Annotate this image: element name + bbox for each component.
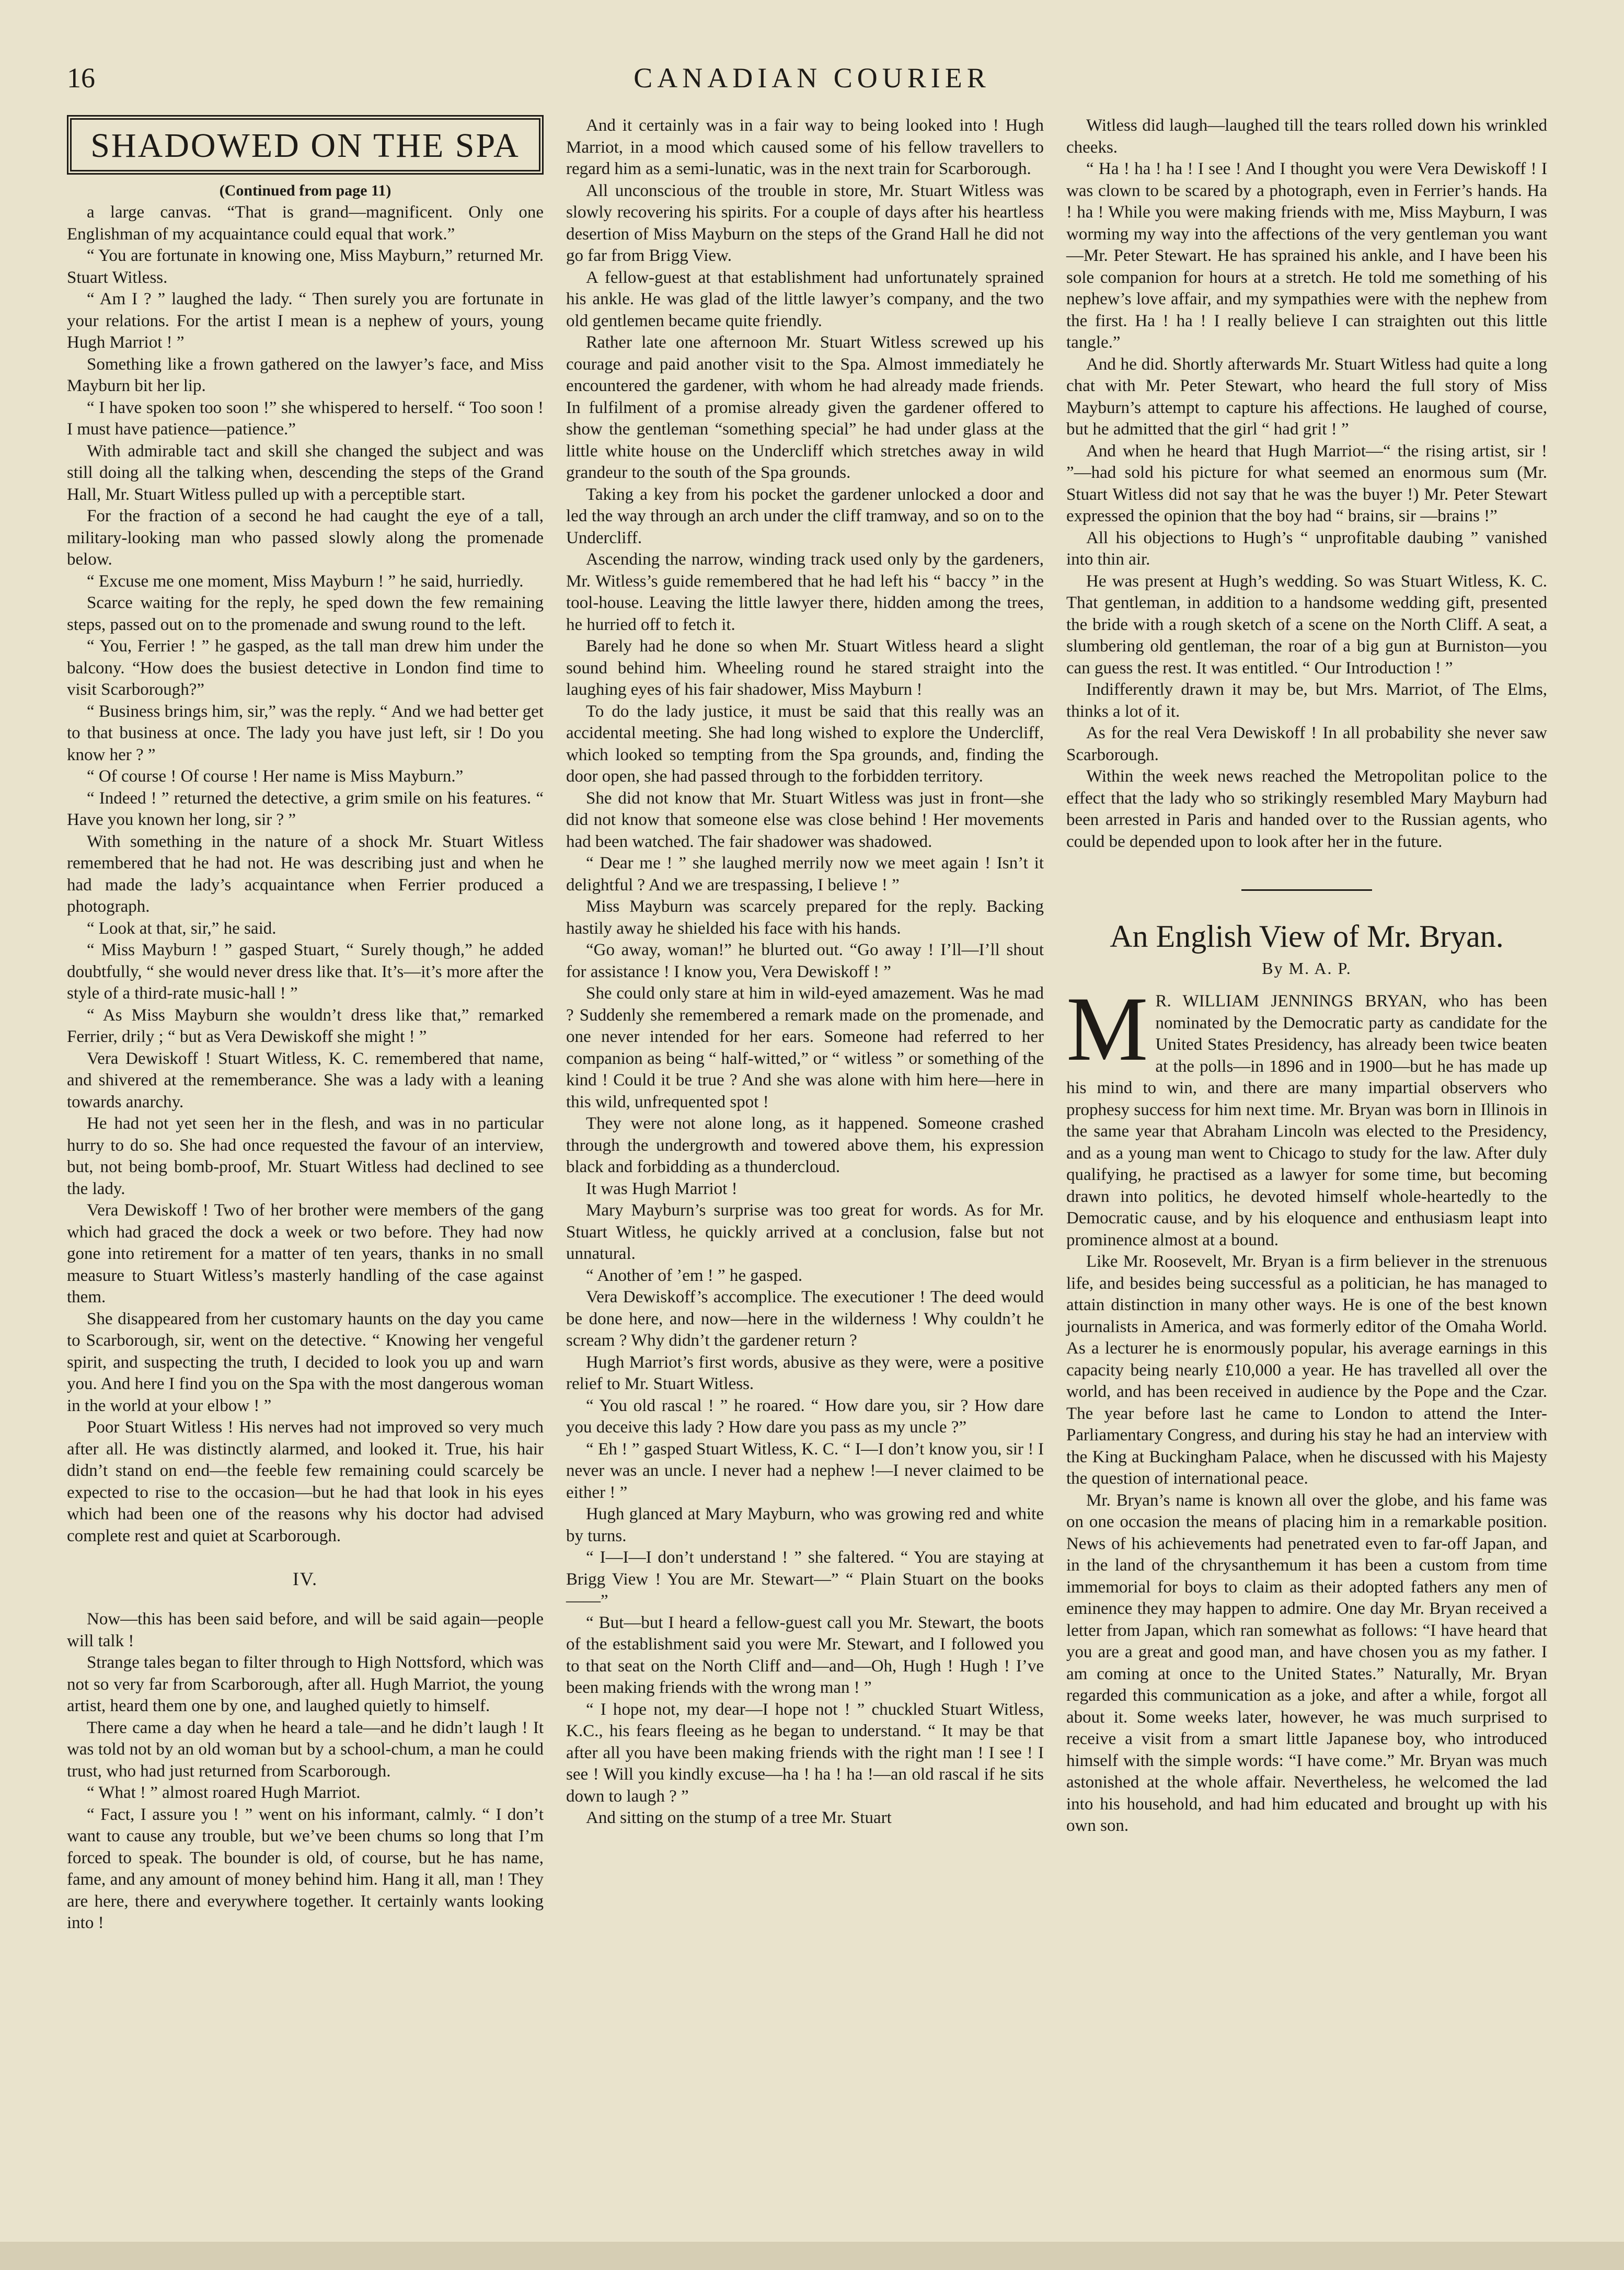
story-conclusion: [1066, 115, 1547, 853]
paragraph: There came a day when he heard a tale—and he didn’t laugh ! It was told not by an old woman but by a school-chum, a man he could trust, who had just returned from Scarborough.: [67, 1718, 544, 1781]
paragraph: “ I—I—I don’t understand ! ” she faltered. “ You are staying at Brigg View ! You are Mr. Stewart—” “ Plain Stuart on the books——”: [566, 1548, 1044, 1610]
paragraph: All unconscious of the trouble in store, Mr. Stuart Witless was slowly recovering his spirits. For a couple of days after his heartless desertion of Miss Mayburn on the steps of the Grand Hall he did not go far from Brigg View.: [566, 181, 1044, 265]
paragraph: “ Another of ’em ! ” he gasped.: [586, 1266, 803, 1285]
paragraph: “ Ha ! ha ! ha ! I see ! And I thought you were Vera Dewiskoff ! I was clown to be scared by a photograph, even in Ferrier’s hands. Ha ! ha ! While you were making friends with me, Miss Mayburn, I was worming my way into the affections of the very gentleman you want—Mr. Peter Stewart. He has sprained his ankle, and I have been his sole companion for hours at a stretch. He told me something of his nephew’s love affair, and my sympathies were with the nephew from the first. Ha ! ha ! I really believe I can straighten out this little tangle.”: [1066, 159, 1547, 352]
paragraph: “ Eh ! ” gasped Stuart Witless, K. C. “ I—I don’t know you, sir ! I never was an uncle. I never had a nephew !—I never claimed to be either ! ”: [566, 1439, 1044, 1502]
paragraph: Mary Mayburn’s surprise was too great for words. As for Mr. Stuart Witless, he quickly arrived at a conclusion, false but not unnatural.: [566, 1201, 1044, 1263]
paragraph: Miss Mayburn was scarcely prepared for the reply. Backing hastily away he shielded his face with his hands.: [566, 897, 1044, 938]
paragraph: Taking a key from his pocket the gardener unlocked a door and led the way through an arch under the cliff tramway, and so on to the Undercliff.: [566, 485, 1044, 547]
paragraph: Within the week news reached the Metropolitan police to the effect that the lady who so strikingly resembled Mary Mayburn had been arrested in Paris and handed over to the Russian agents, who could be depended upon to look after her in the future.: [1066, 767, 1547, 851]
paragraph: Witless did laugh—laughed till the tears rolled down his wrinkled cheeks.: [1066, 116, 1547, 157]
lead-text: R. WILLIAM JENNINGS BRYAN, who has been nominated by the Democratic party as candidate for the United States Presidency, has already been twice beaten at the polls—in 1896 and in 1900—but he has made up his mind to win, and there are many impartial observers who prophesy success for him next time. Mr. Bryan was born in Illinois in the same year that Abraham Lincoln was elected to the Presidency, and as a young man went to Chicago to study for the law. After duly qualifying, he practised as a lawyer for some time, but becoming drawn into politics, he devoted himself whole-heartedly to the Democratic cause, and by his eloquence and enthusiasm leapt into prominence almost at a bound.: [1066, 992, 1547, 1249]
paragraph: It was Hugh Marriot !: [586, 1179, 738, 1198]
story-part-2: [67, 1609, 544, 1934]
page-edge: [0, 2242, 1624, 2270]
paragraph: “ You are fortunate in knowing one, Miss Mayburn,” returned Mr. Stuart Witless.: [67, 246, 544, 287]
paragraph: And when he heard that Hugh Marriot—“ the rising artist, sir ! ”—had sold his picture for what seemed an enormous sum (Mr. Stuart Witless did not say that he was the buyer !) Mr. Peter Stewart expressed the opinion that the boy had “ brains, sir —brains !”: [1066, 441, 1547, 525]
paragraph: She disappeared from her customary haunts on the day you came to Scarborough, sir, went on the detective. “ Knowing her vengeful spirit, and suspecting the truth, I decided to look you up and warn you. And here I find you on the Spa with the most dangerous woman in the world at your elbow ! ”: [67, 1309, 544, 1415]
paragraph: Hugh Marriot’s first words, abusive as they were, were a positive relief to Mr. Stuart Witless.: [566, 1352, 1044, 1393]
paragraph: “ Miss Mayburn ! ” gasped Stuart, “ Surely though,” he added doubtfully, “ she would never dress like that. It’s—it’s more after the style of a third-rate music-hall ! ”: [67, 941, 544, 1003]
paragraph: And sitting on the stump of a tree Mr. Stuart: [586, 1808, 892, 1827]
running-head: CANADIAN COURIER: [634, 62, 990, 94]
story-part-1: [67, 202, 544, 1547]
paragraph: Like Mr. Roosevelt, Mr. Bryan is a firm believer in the strenuous life, and besides being successful as a politician, he has managed to attain distinction in many other ways. He is one of the best known journalists in America, and was formerly editor of the Omaha World. As a lecturer he is enormously popular, his average earnings in this capacity being nearly £10,000 a year. He has travelled all over the world, and has been received in audience by the Pope and the Czar. The year before last he came to London to attend the Inter-Parliamentary Congress, and during his stay he had an interview with the King at Buckingham Palace, when he discussed with his Majesty the question of international peace.: [1066, 1252, 1547, 1488]
column-2: [566, 115, 1044, 1829]
paragraph: “ But—but I heard a fellow-guest call you Mr. Stewart, the boots of the establishment said you were Mr. Stewart, and I followed you to that seat on the North Cliff and—and—Oh, Hugh ! Hugh ! I’ve been making friends with the wrong man ! ”: [566, 1613, 1044, 1697]
byline: By M. A. P.: [1262, 959, 1352, 978]
paragraph: Poor Stuart Witless ! His nerves had not improved so very much after all. He was distinctly alarmed, and looked it. True, his hair didn’t stand on end—the feeble few remaining could scarcely be expected to rise to the occasion—but he had that look in his eyes which had been one of the reasons why his doctor had advised complete rest and quiet at Scarborough.: [67, 1418, 544, 1545]
paragraph: “ Look at that, sir,” he said.: [87, 919, 277, 938]
paragraph: “Go away, woman!” he blurted out. “Go away ! I’ll—I’ll shout for assistance ! I know you, Vera Dewiskoff ! ”: [566, 941, 1044, 981]
paragraph: He was present at Hugh’s wedding. So was Stuart Witless, K. C. That gentleman, in addition to a handsome wedding gift, presented the bride with a rough sketch of a scene on the North Cliff. A seat, a slumbering old gentleman, the roar of a big gun at Burniston—you can guess the rest. It was entitled. “ Our Introduction ! ”: [1066, 571, 1547, 678]
paragraph: “ Fact, I assure you ! ” went on his informant, calmly. “ I don’t want to cause any trouble, but we’ve been chums so long that I’m forced to speak. The bounder is old, of course, but he has name, fame, and any amount of money behind him. Hang it all, man ! They are here, there and everywhere together. It certainly wants looking into !: [67, 1805, 544, 1932]
paragraph: “ Dear me ! ” she laughed merrily now we meet again ! Isn’t it delightful ? And we are trespassing, I believe ! ”: [566, 854, 1044, 895]
paragraph: Scarce waiting for the reply, he sped down the few remaining steps, passed out on to the promenade and swung round to the left.: [67, 593, 544, 634]
paragraph: Hugh glanced at Mary Mayburn, who was growing red and white by turns.: [566, 1505, 1044, 1545]
paragraph: “ What ! ” almost roared Hugh Marriot.: [87, 1783, 361, 1802]
paragraph: She did not know that Mr. Stuart Witless was just in front—she did not know that someone else was close behind ! Her movements had been watched. The fair shadower was shadowed.: [566, 788, 1044, 851]
paragraph: A fellow-guest at that establishment had unfortunately sprained his ankle. He was glad of the little lawyer’s company, and the two old gentlemen became quite friendly.: [566, 268, 1044, 330]
paragraph: Vera Dewiskoff’s accomplice. The executioner ! The deed would be done here, and now—here in the wilderness ! Why couldn’t he scream ? Why didn’t the gardener return ?: [566, 1288, 1044, 1350]
paragraph: “ Indeed ! ” returned the detective, a grim smile on his features. “ Have you known her long, sir ? ”: [67, 788, 544, 829]
paragraph: He had not yet seen her in the flesh, and was in no particular hurry to do so. She had once requested the favour of an interview, but, not being bomb-proof, Mr. Stuart Witless had declined to see the lady.: [67, 1114, 544, 1198]
story-title: SHADOWED ON THE SPA: [70, 118, 540, 171]
paragraph: Mr. Bryan’s name is known all over the globe, and his fame was on one occasion the means of placing him in a remarkable position. News of his achievements had penetrated even to far-off Japan, and in the land of the chrysanthemum it has been a custom from time immemorial for boys to claim as their adopted fathers any men of eminence they may happen to admire. One day Mr. Bryan received a letter from Japan, which ran somewhat as follows: “I have heard that you are a great and good man, and have chosen you as my father. I am coming at once to the United States.” Naturally, Mr. Bryan regarded this communication as a joke, and after a while, forgot all about it. Some weeks later, however, he was much surprised to receive a visit from a smart little Japanese boy, who introduced himself with the simple words: “I have come.” Mr. Bryan was much astonished at the whole affair. Nevertheless, he welcomed the lad into his household, and had him educated and brought up with his own son.: [1066, 1491, 1547, 1835]
paragraph: She could only stare at him in wild-eyed amazement. Was he mad ? Suddenly she remembered a remark made on the promenade, and one never intended for her ears. Someone had referred to her companion as being “ half-witted,” or “ witless ” or something of the kind ! Could it be true ? And she was alone with him here—here in this wild, unfrequented spot !: [566, 984, 1044, 1111]
paragraph: “ Excuse me one moment, Miss Mayburn ! ” he said, hurriedly.: [87, 571, 524, 591]
column-1: [67, 115, 544, 1934]
article-body: [1066, 1251, 1547, 1837]
paragraph: “ You old rascal ! ” he roared. “ How dare you, sir ? How dare you deceive this lady ? How dare you pass as my uncle ?”: [566, 1396, 1044, 1437]
story-continuation: [566, 115, 1044, 1829]
column-3: [1066, 115, 1547, 1837]
paragraph: They were not alone long, as it happened. Someone crashed through the undergrowth and towered above them, his expression black and forbidding as a thundercloud.: [566, 1114, 1044, 1176]
paragraph: Vera Dewiskoff ! Stuart Witless, K. C. remembered that name, and shivered at the rememberance. She was a lady with a leaning towards anarchy.: [67, 1049, 544, 1111]
paragraph: Now—this has been said before, and will be said again—people will talk !: [67, 1610, 544, 1650]
paragraph: “ You, Ferrier ! ” he gasped, as the tall man drew him under the balcony. “How does the busiest detective in London find time to visit Scarborough?”: [67, 637, 544, 699]
paragraph: “ As Miss Mayburn she wouldn’t dress like that,” remarked Ferrier, drily ; “ but as Vera Dewiskoff she might ! ”: [67, 1005, 544, 1046]
continued-note: (Continued from page 11): [219, 182, 391, 199]
lead-paragraph: [1066, 978, 1547, 1251]
section-numeral: IV.: [292, 1568, 318, 1589]
paragraph: With admirable tact and skill she changed the subject and was still doing all the talking when, descending the steps of the Grand Hall, Mr. Stuart Witless pulled up with a perceptible start.: [67, 441, 544, 504]
page-number: 16: [67, 62, 95, 94]
paragraph: “ Business brings him, sir,” was the reply. “ And we had better get to that business at once. The lady you have just left, sir ! Do you know her ? ”: [67, 702, 544, 764]
paragraph: And it certainly was in a fair way to being looked into ! Hugh Marriot, in a mood which caused some of his fellow travellers to regard him as a semi-lunatic, was in the next train for Scarborough.: [566, 116, 1044, 178]
paragraph: “ Am I ? ” laughed the lady. “ Then surely you are fortunate in your relations. For the artist I mean is a nephew of yours, young Hugh Marriot ! ”: [67, 290, 544, 352]
paragraph: “ I hope not, my dear—I hope not ! ” chuckled Stuart Witless, K.C., his fears fleeing as he began to understand. “ It may be that after all you have been making friends with the right man ! I see ! I see ! Will you kindly excuse—ha ! ha ! ha !—an old rascal if he sits down to laugh ? ”: [566, 1700, 1044, 1806]
paragraph: Indifferently drawn it may be, but Mrs. Marriot, of The Elms, thinks a lot of it.: [1066, 680, 1547, 721]
paragraph: Vera Dewiskoff ! Two of her brother were members of the gang which had graced the dock a week or two before. They had now gone into retirement for a matter of ten years, thanks in no small measure to Stuart Witless’s masterly handling of the case against them.: [67, 1201, 544, 1306]
paragraph: “ Of course ! Of course ! Her name is Miss Mayburn.”: [87, 767, 464, 786]
paragraph: To do the lady justice, it must be said that this really was an accidental meeting. She had long wished to explore the Undercliff, which looked so tempting from the Spa grounds, and, finding the door open, she had passed through to the forbidden territory.: [566, 702, 1044, 786]
paragraph: Something like a frown gathered on the lawyer’s face, and Miss Mayburn bit her lip.: [67, 354, 544, 395]
paragraph: Barely had he done so when Mr. Stuart Witless heard a slight sound behind him. Wheeling round he stared straight into the laughing eyes of his fair shadower, Miss Mayburn !: [566, 637, 1044, 699]
drop-cap: M: [1066, 978, 1148, 1080]
paragraph: Strange tales began to filter through to High Nottsford, which was not so very far from Scarborough, after all. Hugh Marriot, the young artist, heard them one by one, and laughed quietly to himself.: [67, 1653, 544, 1715]
section-divider: [1241, 889, 1372, 891]
paragraph: With something in the nature of a shock Mr. Stuart Witless remembered that he had not. He was describing just and when he had made the lady’s acquaintance when Ferrier produced a photograph.: [67, 832, 544, 916]
article-title: An English View of Mr. Bryan.: [1110, 919, 1504, 954]
paragraph: “ I have spoken too soon !” she whispered to herself. “ Too soon ! I must have patience—patience.”: [67, 398, 544, 439]
paragraph: Rather late one afternoon Mr. Stuart Witless screwed up his courage and paid another visit to the Spa. Almost immediately he encountered the gardener, with whom he had already made friends. In fulfilment of a promise already given the gardener offered to show the gentleman “something special” he had under glass at the little white house on the Undercliff which stretches away in wild grandeur to the south of the Spa grounds.: [566, 333, 1044, 482]
paragraph: As for the real Vera Dewiskoff ! In all probability she never saw Scarborough.: [1066, 724, 1547, 764]
paragraph: a large canvas. “That is grand—magnificent. Only one Englishman of my acquaintance could equal that work.”: [67, 203, 544, 244]
paragraph: For the fraction of a second he had caught the eye of a tall, military-looking man who passed slowly along the promenade below.: [67, 507, 544, 569]
paragraph: All his objections to Hugh’s “ unprofitable daubing ” vanished into thin air.: [1066, 528, 1547, 569]
paragraph: Ascending the narrow, winding track used only by the gardeners, Mr. Witless’s guide remembered that he had left his “ baccy ” in the tool-house. Leaving the little lawyer there, hidden among the trees, he hurried off to fetch it.: [566, 550, 1044, 634]
paragraph: And he did. Shortly afterwards Mr. Stuart Witless had quite a long chat with Mr. Peter Stewart, who heard the full story of Miss Mayburn’s attempt to capture his affections. He laughed of course, but he admitted that the girl “ had grit ! ”: [1066, 354, 1547, 439]
